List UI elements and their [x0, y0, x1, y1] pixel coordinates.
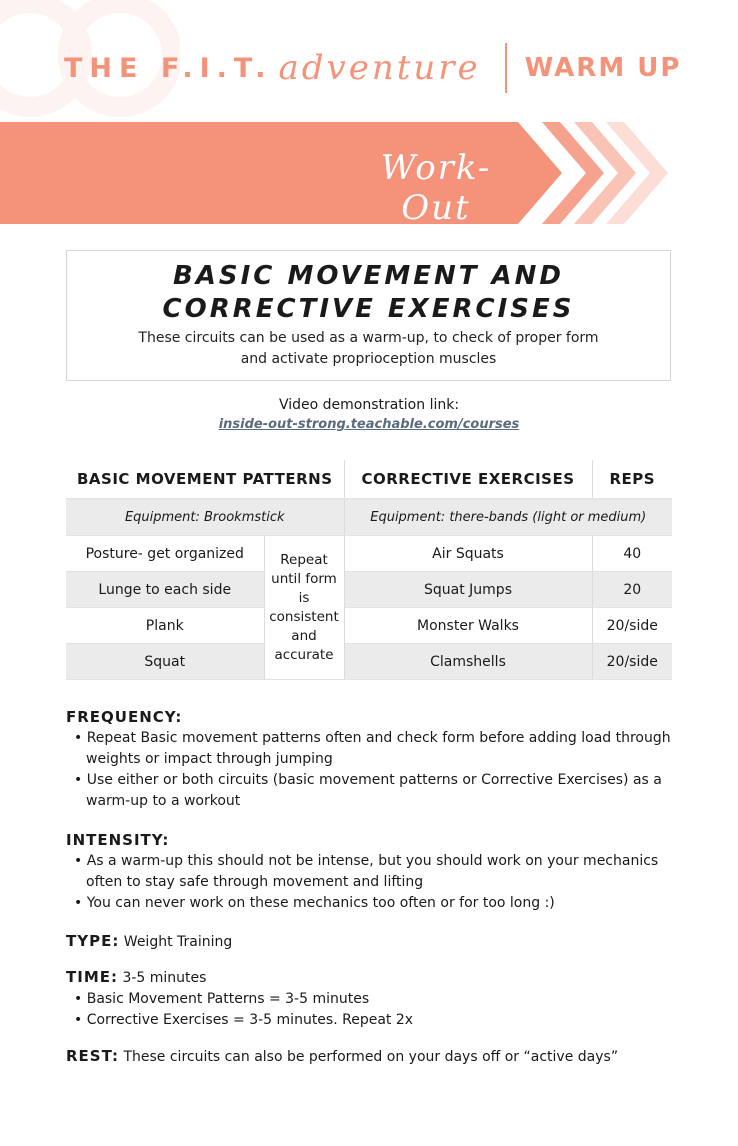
- intensity-bullet: • As a warm-up this should not be intense, but you should work on your mechanics often to stay safe through movement and lifting: [74, 853, 659, 890]
- equipment-corrective: Equipment: there-bands (light or medium): [344, 499, 672, 536]
- type-heading: TYPE:: [66, 932, 120, 950]
- page-title-line-2: CORRECTIVE EXERCISES: [162, 294, 575, 324]
- time-bullet: • Corrective Exercises = 3-5 minutes. Repeat 2x: [74, 1012, 414, 1028]
- reps-cell: 20/side: [592, 608, 672, 644]
- header-reps: REPS: [592, 460, 672, 499]
- repeat-note: Repeat until form is consistent and accurate: [264, 536, 344, 680]
- table-row: [66, 608, 672, 644]
- time-section: [66, 967, 686, 1031]
- brand-section-text: WARM UP: [524, 53, 682, 83]
- exercise-table: [66, 460, 672, 680]
- brand-fit-text: THE F.I.T.: [64, 52, 273, 84]
- header-corrective: CORRECTIVE EXERCISES: [344, 460, 592, 499]
- video-block: [0, 396, 738, 434]
- frequency-section: [66, 707, 686, 812]
- header-basic: BASIC MOVEMENT PATTERNS: [66, 460, 344, 499]
- corrective-cell: Squat Jumps: [344, 572, 592, 608]
- brand-header: [64, 40, 684, 96]
- basic-cell: Plank: [66, 608, 264, 644]
- reps-cell: 20: [592, 572, 672, 608]
- frequency-bullet: • Use either or both circuits (basic movement patterns or Corrective Exercises) as a warm-up to a workout: [74, 772, 662, 809]
- table-header-row: [66, 460, 672, 499]
- basic-cell: Lunge to each side: [66, 572, 264, 608]
- workout-banner: [0, 122, 680, 224]
- type-section: [66, 931, 686, 953]
- equipment-basic: Equipment: Brookmstick: [66, 499, 344, 536]
- corrective-cell: Air Squats: [344, 536, 592, 572]
- equipment-row: [66, 499, 672, 536]
- intensity-section: [66, 830, 686, 914]
- intensity-heading: INTENSITY:: [66, 831, 170, 849]
- chevron-right-icon: [606, 122, 668, 224]
- frequency-heading: FREQUENCY:: [66, 708, 183, 726]
- basic-cell: Squat: [66, 644, 264, 680]
- corrective-cell: Monster Walks: [344, 608, 592, 644]
- frequency-bullet: • Repeat Basic movement patterns often and check form before adding load through weights or impact through jumping: [74, 730, 671, 767]
- time-heading: TIME:: [66, 968, 118, 986]
- brand-divider: [505, 43, 507, 93]
- table-row: [66, 572, 672, 608]
- banner-label: Work-Out: [380, 148, 492, 228]
- time-value: 3-5 minutes: [122, 970, 207, 986]
- page-subtitle: These circuits can be used as a warm-up, to check of proper form and activate proprioception muscles: [138, 330, 599, 367]
- intensity-bullet: • You can never work on these mechanics too often or for too long :): [74, 895, 555, 911]
- corrective-cell: Clamshells: [344, 644, 592, 680]
- video-link[interactable]: inside-out-strong.teachable.com/courses: [218, 417, 520, 432]
- rest-section: [66, 1046, 686, 1068]
- brand-adventure-text: adventure: [278, 48, 481, 88]
- rest-value: These circuits can also be performed on your days off or “active days”: [123, 1049, 619, 1065]
- rest-heading: REST:: [66, 1047, 120, 1065]
- reps-cell: 40: [592, 536, 672, 572]
- title-box: [66, 250, 671, 381]
- reps-cell: 20/side: [592, 644, 672, 680]
- table-row: [66, 536, 672, 572]
- table-row: [66, 644, 672, 680]
- time-bullet: • Basic Movement Patterns = 3-5 minutes: [74, 991, 370, 1007]
- basic-cell: Posture- get organized: [66, 536, 264, 572]
- type-value: Weight Training: [123, 934, 233, 950]
- video-label: Video demonstration link:: [278, 397, 460, 413]
- page-title-line-1: BASIC MOVEMENT AND: [172, 261, 565, 291]
